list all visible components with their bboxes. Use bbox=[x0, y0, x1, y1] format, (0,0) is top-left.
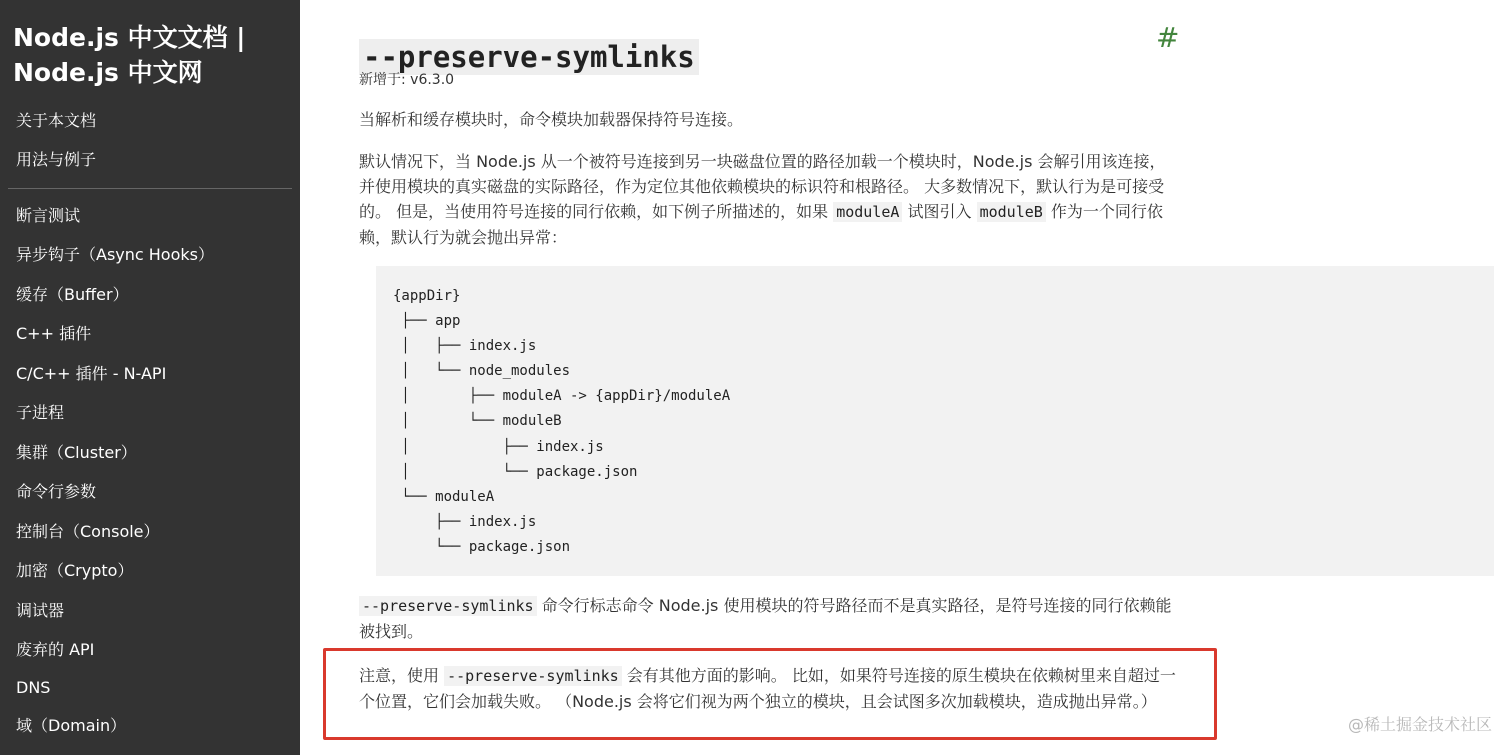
site-title[interactable] bbox=[13, 20, 293, 90]
sidebar-item-buffer[interactable]: 缓存（Buffer） bbox=[16, 285, 129, 304]
directory-tree-code-block bbox=[376, 266, 1494, 576]
sidebar-item-dns[interactable]: DNS bbox=[16, 678, 51, 697]
sidebar-item-usage[interactable]: 用法与例子 bbox=[16, 150, 97, 169]
preserve-symlinks-paragraph bbox=[359, 593, 1179, 644]
paragraph-text: 注意，使用 bbox=[359, 666, 445, 685]
default-behavior-paragraph bbox=[359, 149, 1179, 250]
inline-code-moduleA: moduleA bbox=[833, 202, 902, 222]
sidebar-item-assert[interactable]: 断言测试 bbox=[16, 206, 81, 225]
page-title: --preserve-symlinks bbox=[359, 39, 699, 75]
inline-code-flag: --preserve-symlinks bbox=[359, 596, 537, 616]
sidebar-item-crypto[interactable]: 加密（Crypto） bbox=[16, 561, 134, 580]
heading-anchor-link[interactable]: # bbox=[1156, 21, 1180, 54]
sidebar bbox=[0, 0, 300, 755]
sidebar-item-about[interactable]: 关于本文档 bbox=[16, 111, 97, 130]
sidebar-item-cluster[interactable]: 集群（Cluster） bbox=[16, 443, 137, 462]
intro-paragraph: 当解析和缓存模块时，命令模块加载器保持符号连接。 bbox=[359, 110, 744, 129]
paragraph-text: 作为一个同行依赖，默认行为就会抛出异常： bbox=[359, 202, 1163, 247]
paragraph-text: 默认情况下，当 Node.js 从一个被符号连接到另一块磁盘位置的路径加载一个模块时，Node.js 会解引用该连接，并使用模块的真实磁盘的实际路径，作为定位其他依赖模块的标识符和根路径。 大多数情况下，默认行为是可接受的。 但是，当使用符号连接的同行依赖，如下例子所描述的，如果 bbox=[359, 152, 1166, 221]
sidebar-item-cli[interactable]: 命令行参数 bbox=[16, 482, 97, 501]
site-title-line-1[interactable]: Node.js 中文文档 | bbox=[13, 23, 246, 52]
site-title-line-2[interactable]: Node.js 中文网 bbox=[13, 58, 203, 87]
sidebar-item-n-api[interactable]: C/C++ 插件 - N-API bbox=[16, 364, 167, 383]
inline-code-flag: --preserve-symlinks bbox=[444, 666, 622, 686]
sidebar-item-deprecations[interactable]: 废弃的 API bbox=[16, 640, 95, 659]
inline-code-moduleB: moduleB bbox=[977, 202, 1046, 222]
paragraph-text: 命令行标志命令 Node.js 使用模块的符号路径而不是真实路径，是符号连接的同行依赖能被找到。 bbox=[359, 596, 1172, 641]
version-added: 新增于: v6.3.0 bbox=[359, 72, 455, 88]
paragraph-text: 试图引入 bbox=[902, 202, 977, 221]
sidebar-item-debugger[interactable]: 调试器 bbox=[16, 601, 65, 620]
sidebar-item-async-hooks[interactable]: 异步钩子（Async Hooks） bbox=[16, 245, 214, 264]
main-content bbox=[300, 0, 1512, 755]
sidebar-item-child-process[interactable]: 子进程 bbox=[16, 403, 65, 422]
sidebar-item-domain[interactable]: 域（Domain） bbox=[16, 716, 127, 735]
watermark: @稀土掘金技术社区 bbox=[1347, 715, 1492, 734]
code-block-content: {appDir} ├── app │ ├── index.js │ └── node_modules │ ├── moduleA -> {appDir}/moduleA │ └── moduleB │ ├── index.js │ └── package.json └── moduleA ├── index.js └── package.json bbox=[393, 288, 731, 555]
note-paragraph bbox=[359, 663, 1179, 714]
paragraph-text: 会有其他方面的影响。 比如，如果符号连接的原生模块在依赖树里来自超过一个位置，它们会加载失败。 （Node.js 会将它们视为两个独立的模块，且会试图多次加载模块，造成抛出异常。） bbox=[359, 666, 1176, 711]
sidebar-divider bbox=[8, 188, 292, 189]
sidebar-item-cpp-addons[interactable]: C++ 插件 bbox=[16, 324, 92, 343]
sidebar-item-console[interactable]: 控制台（Console） bbox=[16, 522, 160, 541]
